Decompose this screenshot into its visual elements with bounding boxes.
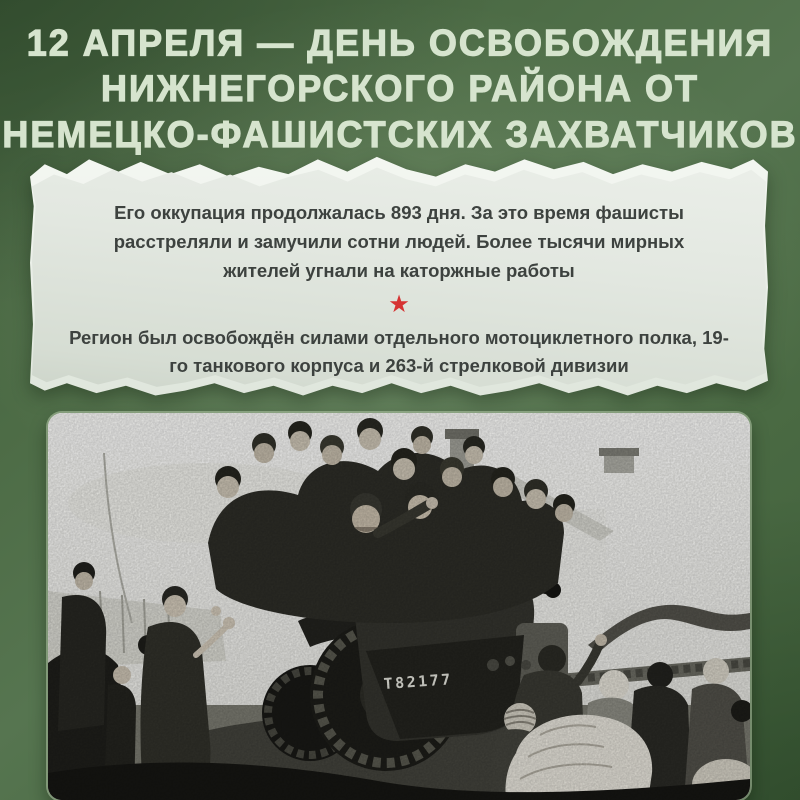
historical-photo: [48, 413, 750, 800]
title-line-2: НИЖНЕГОРСКОГО РАЙОНА ОТ: [100, 66, 700, 110]
title-line-1: 12 АПРЕЛЯ — ДЕНЬ ОСВОБОЖДЕНИЯ: [26, 21, 774, 64]
title-line-3: НЕМЕЦКО-ФАШИСТСКИХ ЗАХВАТЧИКОВ: [2, 112, 798, 156]
banner-paragraph-liberation: Регион был освобождён силами отдельного мотоциклетного полка, 19-го танкового корпуса и 263-й стрелковой дивизии: [69, 326, 729, 377]
tank-number-text: T82177: [383, 670, 454, 693]
banner-paragraph-occupation: Его оккупация продолжалась 893 дня. За это время фашисты расстреляли и замучили сотни людей. Более тысячи мирных жителей угнали на каторжные работы: [113, 202, 685, 281]
torn-paper-banner: [30, 152, 768, 398]
historical-photo-illustration: [48, 413, 750, 800]
red-star-icon: ★: [389, 292, 409, 316]
poster-title: [0, 20, 800, 157]
banner-text-block: [30, 152, 768, 398]
film-grain-overlay: [48, 413, 750, 800]
